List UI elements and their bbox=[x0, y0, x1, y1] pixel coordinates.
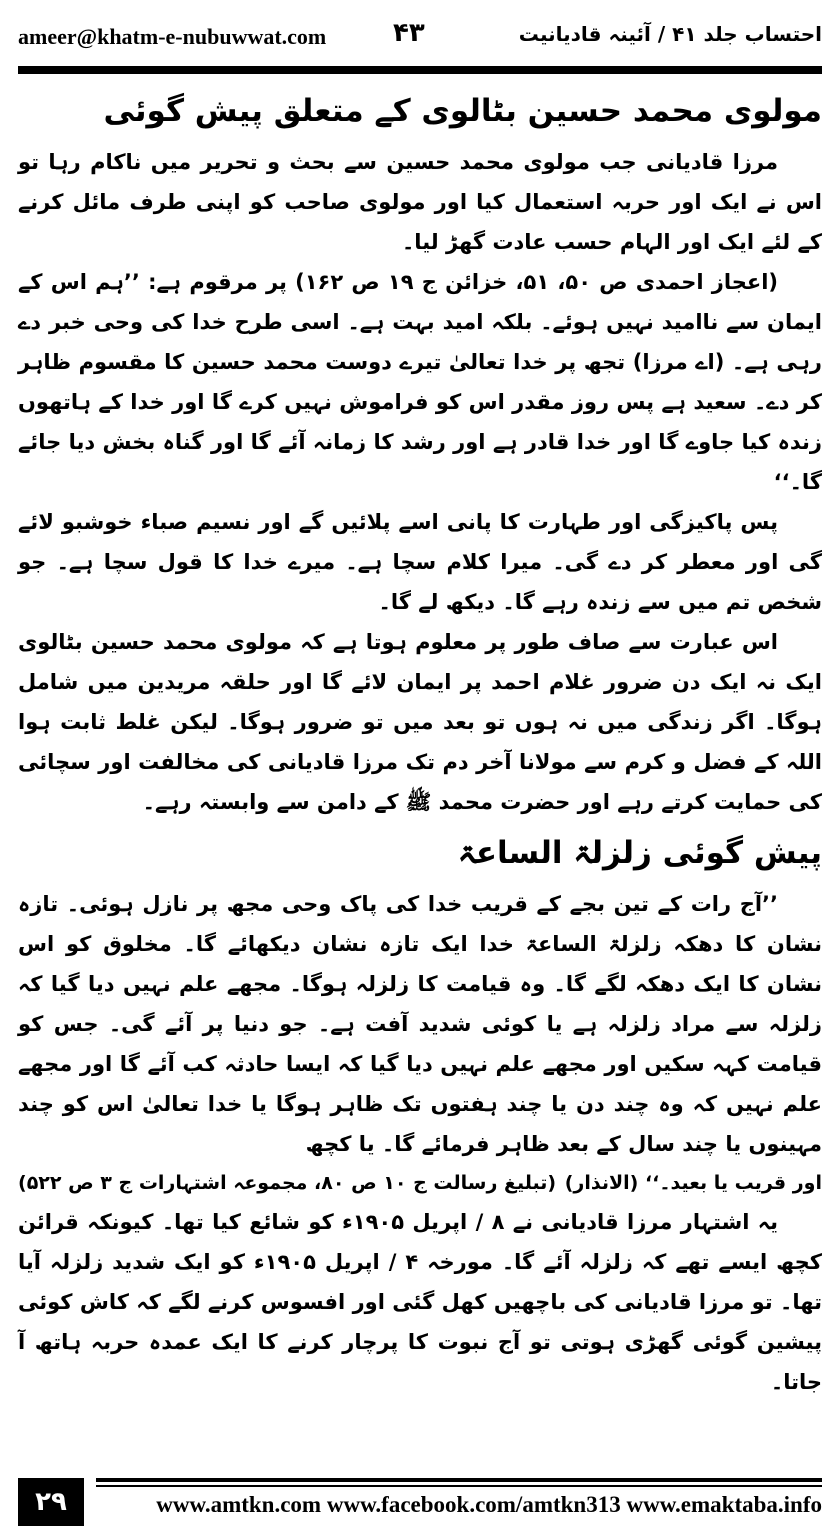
paragraph-analysis: اس عبارت سے صاف طور پر معلوم ہوتا ہے کہ مولوی محمد حسین بٹالوی ایک نہ ایک دن ضرور غلام احمد پر ایمان لائے گا اور حلقہ مریدین میں شامل ہوگا۔ اگر زندگی میں نہ ہوں تو بعد میں تو ضرور ہوگا۔ لیکن غلط ثابت ہوا اللہ کے فضل و کرم سے مولانا آخر دم تک مرزا قادیانی کی مخالفت اور سچائی کی حمایت کرتے رہے اور حضرت محمد ﷺ کے دامن سے وابستہ رہے۔ bbox=[18, 630, 822, 814]
quote-end-text: اور قریب یا بعید۔‘‘ (الانذار) bbox=[564, 1172, 822, 1194]
header-rule bbox=[18, 66, 822, 74]
paragraph-ijaz-quote: (اعجاز احمدی ص ۵۰، ۵۱، خزائن ج ۱۹ ص ۱۶۲) پر مرقوم ہے: ’’ہم اس کے ایمان سے ناامید نہیں ہوئے۔ بلکہ امید بہت ہے۔ اسی طرح خدا کی وحی خبر دے رہی ہے۔ (اے مرزا) تجھ پر خدا تعالیٰ تیرے دوست محمد حسین کا مقسوم ظاہر کر دے۔ سعید ہے پس روز مقدر اس کو فراموش نہیں کرے گا اور خدا کے ہاتھوں زندہ کیا جاوے گا اور خدا قادر ہے اور رشد کا زمانہ آئے گا اور گناہ بخش دیا جائے گا۔‘‘ bbox=[18, 270, 822, 494]
header-book-title: احتساب جلد ۴۱ / آئینہ قادیانیت bbox=[518, 22, 822, 46]
page-body bbox=[18, 80, 822, 1440]
section-heading-batalvi: مولوی محمد حسین بٹالوی کے متعلق پیش گوئی bbox=[103, 93, 822, 129]
header-page-number: ۴۳ bbox=[393, 18, 425, 48]
paragraph-purity: پس پاکیزگی اور طہارت کا پانی اسے پلائیں گے اور نسیم صباء خوشبو لائے گی اور معطر کر دے گی۔ میرا کلام سچا ہے۔ میرے خدا کا قول سچا ہے۔ جو شخص تم میں سے زندہ رہے گا۔ دیکھ لے گا۔ bbox=[18, 510, 822, 614]
page-footer bbox=[18, 1478, 822, 1526]
footer-links[interactable]: www.amtkn.com www.facebook.com/amtkn313 www.emaktaba.info bbox=[156, 1492, 822, 1517]
page-header bbox=[18, 20, 822, 60]
quote-reference: (تبلیغ رسالت ج ۱۰ ص ۸۰، مجموعہ اشتہارات ج ۳ ص ۵۲۲) bbox=[18, 1172, 557, 1194]
footer-rules bbox=[96, 1478, 822, 1487]
paragraph-intro: مرزا قادیانی جب مولوی محمد حسین سے بحث و تحریر میں ناکام رہا تو اس نے ایک اور حربہ استعمال کیا اور مولوی صاحب کو اپنی طرف مائل کرنے کے لئے ایک اور الہام حسب عادت گھڑ لیا۔ bbox=[18, 150, 822, 254]
section-heading-zalzala: پیش گوئی زلزلۃ الساعۃ bbox=[457, 835, 822, 871]
footer-page-number: ۲۹ bbox=[18, 1478, 84, 1526]
header-email[interactable]: ameer@khatm-e-nubuwwat.com bbox=[18, 24, 327, 49]
paragraph-zalzala-quote: ’’آج رات کے تین بجے کے قریب خدا کی پاک وحی مجھ پر نازل ہوئی۔ تازہ نشان کا دھکہ زلزلۃ الساعۃ خدا ایک تازہ نشان دیکھائے گا۔ مخلوق کو اس نشان کا ایک دھکہ لگے گا۔ وہ قیامت کا زلزلہ ہوگا۔ مجھے علم نہیں دیا گیا کہ زلزلہ سے مراد زلزلہ ہے یا کوئی شدید آفت ہے۔ جو دنیا پر آئے گی۔ جس کو قیامت کہہ سکیں اور مجھے علم نہیں دیا گیا کہ ایسا حادثہ کب آئے گا اور مجھے علم نہیں کہ وہ چند دن یا چند ہفتوں تک ظاہر ہوگا یا خدا تعالیٰ اس کو چند مہینوں یا چند سال کے بعد ظاہر فرمائے گا۔ یا کچھ bbox=[18, 892, 822, 1156]
paragraph-closing: یہ اشتہار مرزا قادیانی نے ۸ / اپریل ۱۹۰۵ء کو شائع کیا تھا۔ کیونکہ قرائن کچھ ایسے تھے کہ زلزلہ آئے گا۔ مورخہ ۴ / اپریل ۱۹۰۵ء کو ایک شدید زلزلہ آیا تھا۔ تو مرزا قادیانی کی باچھیں کھل گئی اور افسوس کرنے لگے کہ کاش کوئی پیشین گوئی گھڑی ہوتی تو آج نبوت کا پرچار کرنے کا ایک عمدہ حربہ ہاتھ آ جاتا۔ bbox=[18, 1210, 822, 1394]
quote-end-row bbox=[18, 1164, 822, 1202]
